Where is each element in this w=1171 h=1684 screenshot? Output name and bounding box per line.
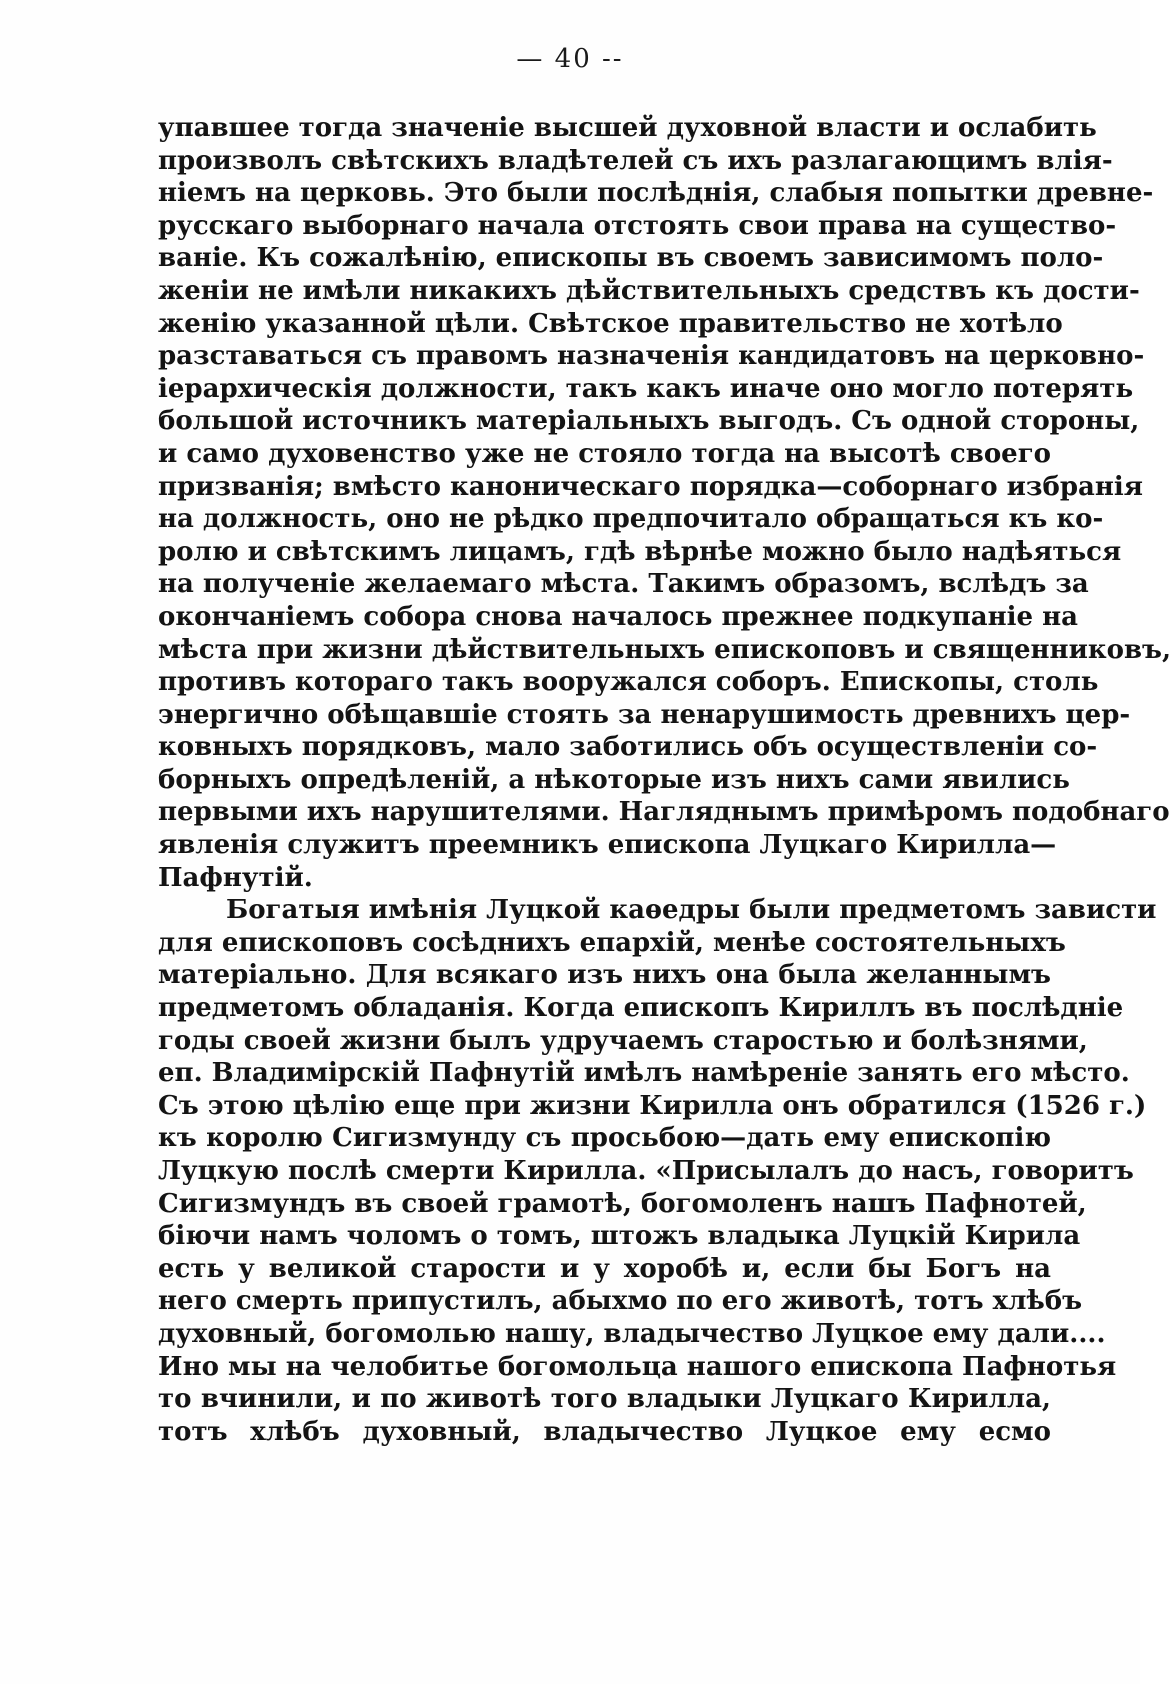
text-line: Сигизмундъ въ своей грамотѣ, богомоленъ нашъ Пафнотей, [158,1188,1087,1219]
text-line: призванiя; вмѣсто каноническаго порядка—соборнаго избранiя [158,471,1144,502]
text-line: годы своей жизни былъ удручаемъ старостью и болѣзнями, [158,1025,1088,1056]
text-line: Ино мы на челобитье богомольца нашого епископа Пафнотья [158,1351,1117,1382]
paragraph-end-line: Пафнутiй. [158,862,313,893]
text-line: упавшее тогда значенiе высшей духовной власти и ослабить [158,113,1097,143]
paragraph-start-line: Богатыя имѣнiя Луцкой каѳедры были предметомъ зависти [226,895,1157,926]
text-line: него смерть припустилъ, абыхмо по его животѣ, тотъ хлѣбъ [158,1286,1083,1317]
text-line: iерархическiя должности, такъ какъ иначе оно могло потерять [158,373,1134,404]
text-line: разставаться съ правомъ назначенiя кандидатовъ на церковно- [158,341,1145,372]
text-line: ковныхъ порядковъ, мало заботились объ осуществленiи со- [158,732,1098,763]
text-line: женiю указанной цѣли. Свѣтское правительство не хотѣло [158,308,1063,339]
text-line: окончанiемъ собора снова началось прежнее подкупанiе на [158,601,1079,632]
text-line: матерiально. Для всякаго изъ нихъ она была желаннымъ [158,960,1051,991]
text-line: мѣста при жизни дѣйствительныхъ епископовъ и священниковъ, [158,634,1171,665]
body-text [158,112,1171,1448]
text-line: на должность, оно не рѣдко предпочитало обращаться къ ко- [158,504,1104,535]
text-line: тотъ хлѣбъ духовный, владычество Луцкое ему есмо [158,1416,1051,1447]
text-line: энергично обѣщавшiе стоять за ненарушимость древнихъ цер- [158,699,1131,730]
text-line: предметомъ обладанiя. Когда епископъ Кириллъ въ послѣднiе [158,993,1124,1024]
text-line: нiемъ на церковь. Это были послѣднiя, слабыя попытки древне- [158,178,1154,209]
text-line: къ королю Сигизмунду съ просьбою—дать ему епископiю [158,1123,1051,1154]
text-line: духовный, богомолью нашу, владычество Луцкое ему дали.... [158,1318,1106,1349]
text-line: противъ котораго такъ вооружался соборъ. Епископы, столь [158,667,1099,698]
text-line: русскаго выборнаго начала отстоять свои права на существо- [158,210,1117,241]
page-number: — 40 -- [516,44,624,74]
text-line: и само духовенство уже не стояло тогда на высотѣ своего [158,438,1051,469]
text-line: Луцкую послѣ смерти Кирилла. «Присылалъ до насъ, говоритъ [158,1156,1134,1186]
text-line: ролю и свѣтскимъ лицамъ, гдѣ вѣрнѣе можно было надѣяться [158,536,1122,567]
text-line: для епископовъ сосѣднихъ епархiй, менѣе состоятельныхъ [158,927,1066,958]
text-line: еп. Владимiрскiй Пафнутiй имѣлъ намѣренiе занять его мѣсто. [158,1058,1130,1089]
text-line: первыми ихъ нарушителями. Нагляднымъ примѣромъ подобнаго [158,797,1170,828]
text-line: произволъ свѣтскихъ владѣтелей съ ихъ разлагающимъ влiя- [158,145,1113,176]
text-line: бiючи намъ чоломъ о томъ, штожъ владыка Луцкiй Кирила [158,1221,1081,1252]
text-line: женiи не имѣли никакихъ дѣйствительныхъ средствъ къ дости- [158,275,1140,306]
text-line: на полученiе желаемаго мѣста. Такимъ образомъ, вслѣдъ за [158,569,1089,600]
text-line: явленiя служитъ преемникъ епископа Луцкаго Кирилла— [158,830,1057,861]
text-line: то вчинили, и по животѣ того владыки Луцкаго Кирилла, [158,1384,1051,1415]
text-line: Съ этою цѣлiю еще при жизни Кирилла онъ обратился (1526 г.) [158,1090,1147,1121]
text-line: есть у великой старости и у хоробѣ и, если бы Богъ на [158,1253,1051,1284]
text-line: ванiе. Къ сожалѣнiю, епископы въ своемъ зависимомъ поло- [158,243,1104,274]
text-line: большой источникъ матерiальныхъ выгодъ. Съ одной стороны, [158,406,1140,437]
text-line: борныхъ опредѣленiй, а нѣкоторые изъ нихъ сами явились [158,764,1070,795]
